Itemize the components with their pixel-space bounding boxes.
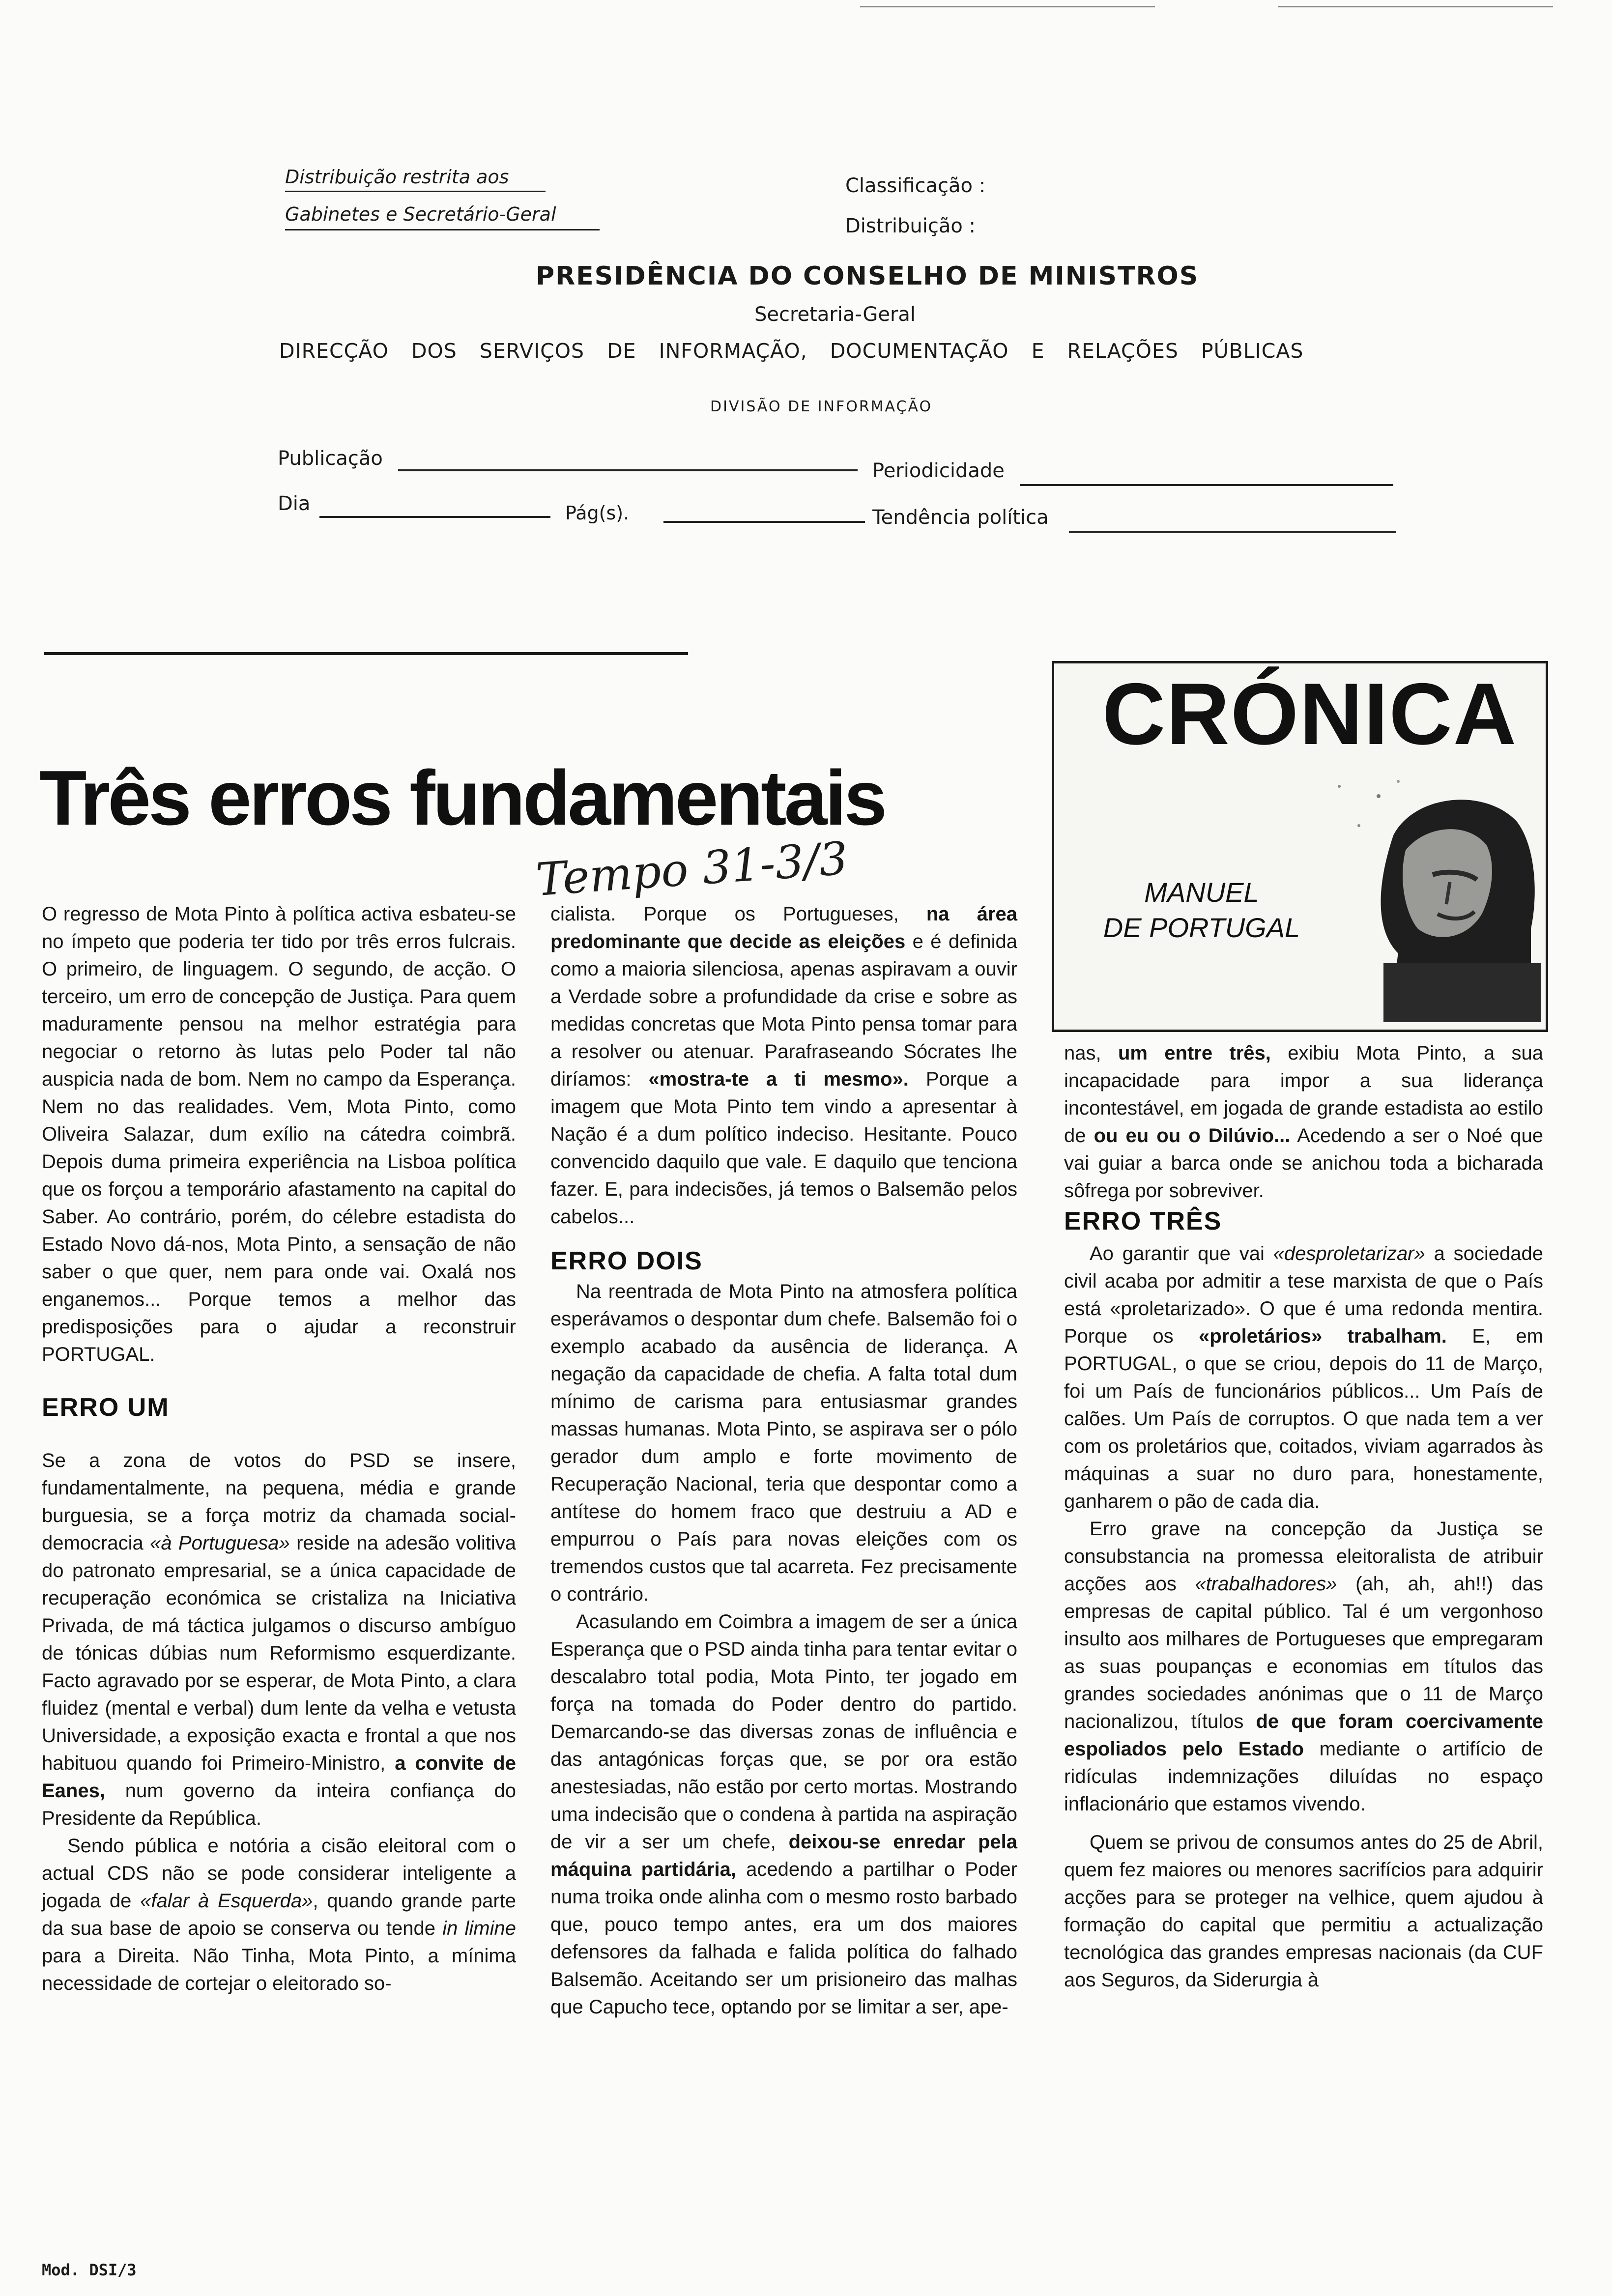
handwritten-date-note: Tempo 31-3/3: [534, 832, 850, 907]
article-column-1: [42, 900, 516, 1997]
divider: [285, 191, 546, 192]
article-intro: O regresso de Mota Pinto à política activa esbateu-se no ímpeto que poderia ter tido por três erros fulcrais. O primeiro, de linguagem. O segundo, de acção. O terceiro, um erro de concepção de Justiça. Para quem maduramente pensou na melhor estratégia para negociar o retorno às lutas pelo Poder tal não auspicia nada de bom. Nem no campo da Esperança. Nem no das realidades. Vem, Mota Pinto, como Oliveira Salazar, dum exílio na cátedra coimbrã. Depois duma primeira experiência na Lisboa política que os forçou a temporário afastamento na capital do Saber. Ao contrário, porém, do célebre estadista do Estado Novo dá-nos, Mota Pinto, a sensação de não saber o que quer, nem para onde vai. Oxalá nos enganemos... Porque temos a melhor das predisposições para o ajudar a reconstruir PORTUGAL.: [42, 903, 516, 1365]
section-heading-erro-tres: ERRO TRÊS: [1064, 1207, 1222, 1235]
periodicity-field: [1020, 484, 1393, 486]
author-last-name: DE PORTUGAL: [1103, 912, 1300, 943]
distribution-note-line1: Distribuição restrita aos: [285, 166, 509, 188]
distribution-note-line2: Gabinetes e Secretário-Geral: [285, 203, 556, 225]
paragraph: Acasulando em Coimbra a imagem de ser a única Esperança que o PSD ainda tinha para tentar evitar o descalabro total podia, Mota Pinto, ter jogado em força na tomada do Poder dentro do partido. Demarcando-se das diversas zonas de influência e das antagónicas forças que, se por ora estão anestesiadas, não estão por certo mortas. Mostrando uma indecisão que o condena à partida na aspiração de vir a ser um chefe, deixou-se enredar pela máquina partidária, acedendo a partilhar o Poder numa troika onde alinha com o mesmo rosto barbado que, pouco tempo antes, era um dos maiores defensores da falhada e falida política do falhado Balsemão. Aceitando ser um prisioneiro das malhas que Capucho tece, optando por se limitar a ser, ape-: [550, 1611, 1018, 2018]
classification-label: Classificação :: [845, 174, 986, 197]
secretariat: Secretaria-Geral: [754, 303, 916, 326]
pages-label: Pág(s).: [565, 502, 630, 524]
paragraph: Sendo pública e notória a cisão eleitoral com o actual CDS não se pode considerar inteligente a jogada de «falar à Esquerda», quando grande parte da sua base de apoio se conserva ou tende in limine para a Direita. Não Tinha, Mota Pinto, a mínima necessidade de cortejar o eleitorado so-: [42, 1835, 517, 1994]
directorate: DIRECÇÃO DOS SERVIÇOS DE INFORMAÇÃO, DOCUMENTAÇÃO E RELAÇÕES PÚBLICAS: [279, 339, 1304, 363]
tendency-field: [1069, 531, 1396, 533]
cronica-author: [1098, 875, 1305, 946]
scan-artifact-line: [860, 6, 1155, 7]
paragraph: Quem se privou de consumos antes do 25 de Abril, quem fez maiores ou menores sacrifícios para adquirir acções para se proteger na velhice, quem ajudou à formação do capital que permitiu a actualização tecnológica das grandes empresas nacionais (da CUF aos Seguros, da Siderurgia à: [1064, 1832, 1543, 1991]
article-headline: Três erros fundamentais: [39, 755, 885, 841]
divider: [285, 229, 600, 230]
form-model-code: Mod. DSI/3: [42, 2261, 137, 2279]
day-label: Dia: [278, 492, 311, 515]
article-column-2: [550, 900, 1017, 2021]
section-heading-erro-um: ERRO UM: [42, 1393, 170, 1422]
publication-field: [398, 469, 858, 471]
day-field: [319, 516, 550, 518]
publication-label: Publicação: [278, 447, 383, 470]
tendency-label: Tendência política: [872, 506, 1049, 529]
paragraph: cialista. Porque os Portugueses, na área predominante que decide as eleições e é definida como a maioria silenciosa, apenas aspiravam a ouvir a Verdade sobre a profundidade da crise e sobre as medidas concretas que Mota Pinto pensa tomar para a resolver ou atenuar. Parafraseando Sócrates lhe diríamos: «mostra-te a ti mesmo». Porque a imagem que Mota Pinto tem vindo a apresentar à Nação é a dum político indeciso. Hesitante. Pouco convencido daquilo que vale. E daquilo que tenciona fazer. E, para indecisões, já temos o Balsemão pelos cabelos...: [550, 903, 1018, 1228]
cronica-title: CRÓNICA: [1102, 665, 1518, 763]
ministry-title: PRESIDÊNCIA DO CONSELHO DE MINISTROS: [536, 261, 1199, 291]
scan-artifact-line: [1278, 6, 1553, 7]
cronica-box: [1052, 661, 1548, 1032]
author-first-name: MANUEL: [1144, 877, 1259, 908]
article-column-3: [1064, 1039, 1543, 1994]
paragraph: Se a zona de votos do PSD se insere, fundamentalmente, na pequena, média e grande burguesia, se a força motriz da chamada social-democracia «à Portuguesa» reside na adesão volitiva do patronato empresarial, se a única capacidade de recuperação económica se cristaliza na Iniciativa Privada, de má táctica julgamos o discurso ambíguo de tónicas dúbias num Reformismo esquerdizante. Facto agravado por se esperar, de Mota Pinto, a clara fluidez (mental e verbal) dum lente da velha e vetusta Universidade, a exposição exacta e frontal a que nos habituou quando foi Primeiro-Ministro, a convite de Eanes, num governo da inteira confiança do Presidente da República.: [42, 1450, 516, 1829]
paragraph: Na reentrada de Mota Pinto na atmosfera política esperávamos o despontar dum chefe. Balsemão foi o exemplo acabado da ausência de liderança. A negação da capacidade de chefia. A falta total dum mínimo de carisma para entusiasmar grandes massas humanas. Mota Pinto, se aspirava ser o pólo gerador dum amplo e forte movimento de Recuperação Nacional, teria que despontar como a antítese do homem fraco que destruiu a AD e empurrou o País para novas eleições com os tremendos custos que tal acarreta. Fez precisamente o contrário.: [550, 1281, 1017, 1605]
periodicity-label: Periodicidade: [872, 459, 1005, 482]
distribution-label: Distribuição :: [845, 215, 976, 237]
section-rule: [44, 652, 688, 655]
section-heading-erro-dois: ERRO DOIS: [550, 1247, 703, 1275]
paragraph: nas, um entre três, exibiu Mota Pinto, a sua incapacidade para impor a sua liderança incontestável, em jogada de grande estadista ao estilo de ou eu ou o Dilúvio... Acedendo a ser o Noé que vai guiar a barca onde se anichou toda a bicharada sôfrega por sobreviver.: [1064, 1042, 1544, 1202]
paragraph: Ao garantir que vai «desproletarizar» a sociedade civil acaba por admitir a tese marxista de que o País está «proletarizado». O que é uma redonda mentira. Porque os «proletários» trabalham. E, em PORTUGAL, o que se criou, depois do 11 de Março, foi um País de funcionários públicos... Um País de calões. Um País de corruptos. O que nada tem a ver com os proletários que, coitados, viviam agarrados às máquinas a suar no duro para, honestamente, ganharem o pão de cada dia.: [1064, 1243, 1543, 1512]
division: DIVISÃO DE INFORMAÇÃO: [710, 398, 933, 415]
pages-field: [663, 521, 865, 523]
paragraph: Erro grave na concepção da Justiça se consubstancia na promessa eleitoralista de atribuir acções aos «trabalhadores» (ah, ah, ah!!) das empresas de capital público. Tal é um vergonhoso insulto aos milhares de Portugueses que empregaram as suas poupanças e economias em títulos das grandes sociedades anónimas que o 11 de Março nacionalizou, títulos de que foram coercivamente espoliados pelo Estado mediante o artifício de ridículas indemnizações diluídas no espaço inflacionário que estamos vivendo.: [1064, 1518, 1543, 1815]
author-portrait: [1320, 767, 1541, 1022]
